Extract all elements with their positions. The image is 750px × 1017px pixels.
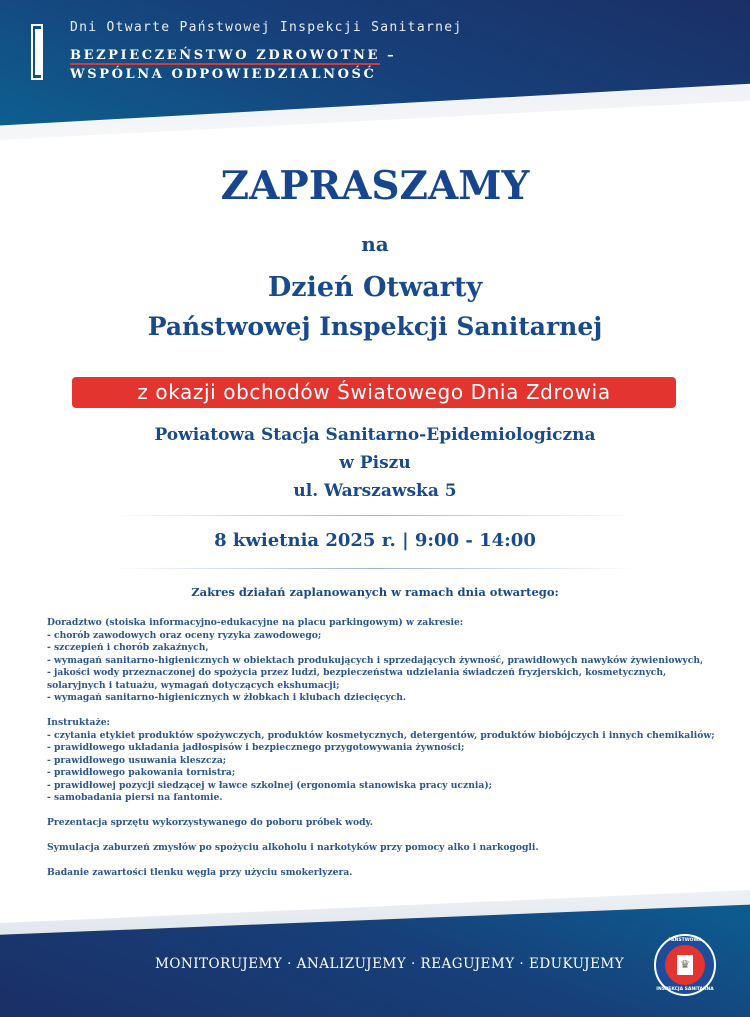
list-item: - jakości wody przeznaczonej do spożycia przez ludzi, bezpieczeństwa udzielania świadczeń fryzjerskich, kosmetycznych, solaryjnych i tatuażu, wymagań dotyczących ekshumacji; xyxy=(47,667,667,691)
extra-item: Symulacja zaburzeń zmysłów po spożyciu alkoholu i narkotyków przy pomocy alko i narkogogli. xyxy=(47,842,539,853)
address-line-3: ul. Warszawska 5 xyxy=(293,481,457,501)
eagle-icon: ♛ xyxy=(677,955,693,975)
instructions-heading: Instruktaże: xyxy=(47,717,110,728)
slogan-line-2: WSPÓLNA ODPOWIEDZIALNOŚĆ xyxy=(70,67,377,82)
address-line-1: Powiatowa Stacja Sanitarno-Epidemiologiczna xyxy=(154,425,596,445)
event-date: 8 kwietnia 2025 r. | 9:00 - 14:00 xyxy=(214,530,536,551)
list-item: - prawidłowego pakowania tornistra; xyxy=(47,767,236,778)
event-title-2: Państwowej Inspekcji Sanitarnej xyxy=(147,312,603,341)
seal-bottom-text: INSPEKCJA SANITARNA xyxy=(656,987,714,992)
list-item: - prawidłowego usuwania kleszcza; xyxy=(47,754,227,766)
list-item: - prawidłowego układania jadłospisów i bezpiecznego przygotowywania żywności; xyxy=(47,742,465,753)
list-item: - samobadania piersi na fantomie. xyxy=(47,792,223,803)
address-line-2: w Piszu xyxy=(339,453,411,473)
scope-heading: Zakres działań zaplanowanych w ramach dnia otwartego: xyxy=(191,585,559,599)
divider xyxy=(110,515,640,516)
page-title: ZAPRASZAMY xyxy=(220,163,530,209)
seal-top-text: PAŃSTWOWA xyxy=(668,938,702,943)
na-text: na xyxy=(361,232,389,256)
list-item: - chorób zawodowych oraz oceny ryzyka zawodowego; xyxy=(47,629,322,641)
inspection-seal-logo xyxy=(654,934,716,996)
program-details xyxy=(47,617,727,880)
occasion-banner: z okazji obchodów Światowego Dnia Zdrowia xyxy=(72,377,676,408)
event-title-1: Dzień Otwarty xyxy=(267,272,483,303)
list-item: - wymagań sanitarno-higienicznych w żłobkach i klubach dziecięcych. xyxy=(47,692,407,703)
list-item: - wymagań sanitarno-higienicznych w obiektach produkujących i sprzedających żywność, prawidłowych nawyków żywieniowych, xyxy=(47,654,704,666)
divider xyxy=(110,568,640,569)
slogan-line-1: BEZPIECZEŃSTWO ZDROWOTNE xyxy=(70,48,380,63)
extra-item: Prezentacja sprzętu wykorzystywanego do poboru próbek wody. xyxy=(47,817,373,828)
door-icon xyxy=(31,24,43,80)
extra-item: Badanie zawartości tlenku węgla przy użyciu smokerlyzera. xyxy=(47,867,353,878)
footer-motto: MONITORUJEMY · ANALIZUJEMY · REAGUJEMY · EDUKUJEMY xyxy=(155,956,625,972)
advice-heading: Doradztwo (stoiska informacyjno-edukacyjne na placu parkingowym) w zakresie: xyxy=(47,617,464,628)
header-slogan xyxy=(70,46,396,84)
list-item: - prawidłowej pozycji siedzącej w ławce szkolnej (ergonomia stanowiska pracy ucznia); xyxy=(47,779,493,791)
list-item: - szczepień i chorób zakaźnych, xyxy=(47,642,209,653)
slogan-dash: – xyxy=(379,48,397,63)
header-subtitle: Dni Otwarte Państwowej Inspekcji Sanitarnej xyxy=(70,20,463,35)
list-item: - czytania etykiet produktów spożywczych, produktów kosmetycznych, detergentów, produktów biobójczych i innych chemikaliów; xyxy=(47,729,715,741)
